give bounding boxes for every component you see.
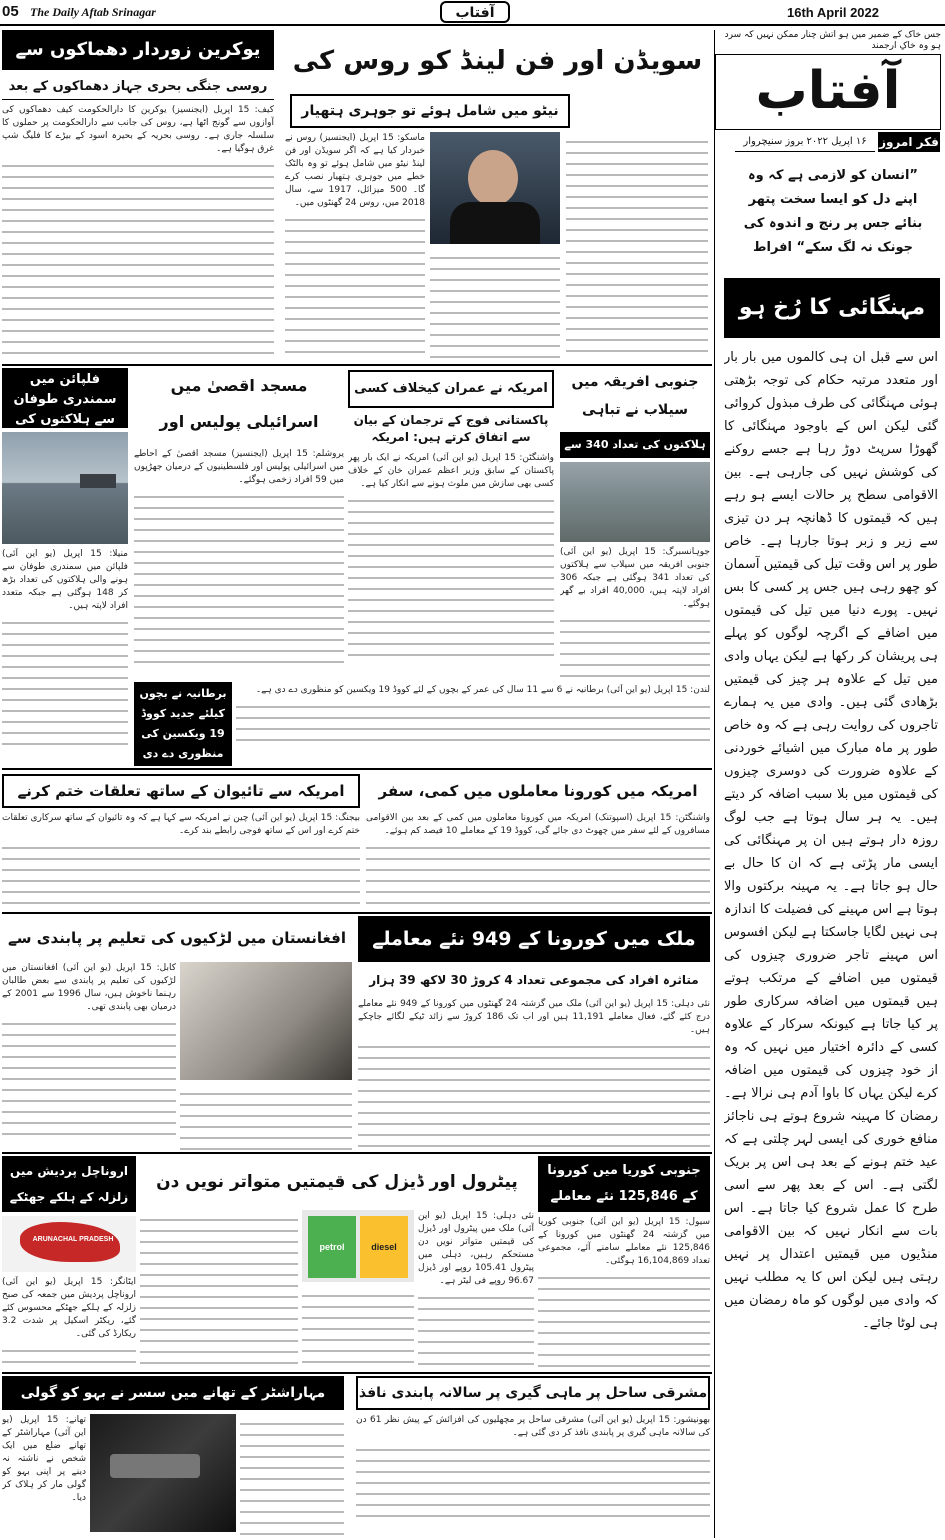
taiwan-body-text: بیجنگ: 15 اپریل (یو این آئی) چین نے امریکہ سے کہا ہے کہ وہ تائیوان کے ساتھ سرکاری تعلقات ختم کرے اور اس کے ساتھ فوجی رابطے بند کرے۔ [2, 813, 360, 836]
text-lines [348, 491, 554, 661]
indiacovid-body [358, 998, 710, 1150]
text-lines [356, 1440, 710, 1524]
philippines-headline: فلپائن میں سمندری طوفان سے ہلاکتوں کی [2, 368, 128, 428]
safrica-body [560, 546, 710, 680]
text-lines [430, 248, 560, 360]
indiacovid-subhead: متاثرہ افراد کی مجموعی تعداد 4 کروڑ 30 لاکھ 39 ہزار [369, 973, 699, 987]
arunachal-map [2, 1216, 136, 1272]
petrol-body-2 [140, 1210, 298, 1370]
center-logo: آفتاب [440, 1, 510, 23]
safrica-body-text: جوہانسبرگ: 15 اپریل (یو این آئی) جنوبی افریقہ میں سیلاب سے ہلاکتوں کی تعداد 341 ہوگئی ہے جبکہ 306 افراد لاپتہ ہیں، 40,000 افراد بے گھر ہوگئے۔ [560, 547, 710, 609]
eastcoast-headline: مشرقی ساحل پر ماہی گیری پر سالانہ پابندی نافذ [356, 1376, 710, 1410]
text-lines [2, 838, 360, 908]
masthead-bar [0, 0, 945, 26]
ukvac-headline: برطانیہ نے بچوں کیلئے جدید کووڈ 19 ویکسین کی منظوری دے دی [134, 682, 232, 766]
aqsa-headline: مسجد اقصیٰ میں اسرائیلی پولیس اور [159, 376, 319, 431]
section-rule [2, 912, 712, 914]
ship-shape [80, 474, 116, 488]
issue-date: 16th April 2022 [786, 5, 879, 20]
section-rule [2, 768, 712, 770]
diesel-pump: diesel [360, 1216, 408, 1278]
taiwan-headline: امریکہ سے تائیوان کے ساتھ تعلقات ختم کرنے [2, 774, 360, 808]
maharashtra-body-2 [240, 1414, 344, 1536]
fuel-pump-photo [302, 1210, 414, 1282]
imran-body-text: واشنگٹن: 15 اپریل (یو این آئی) امریکہ نے ایک بار پھر پاکستان کے سابق وزیر اعظم عمران خان کے خلاف کسی بھی سازش میں ملوث ہونے سے انکار کیا ہے۔ [348, 453, 554, 489]
aqsa-body [134, 448, 344, 678]
text-lines [538, 1268, 710, 1368]
text-lines [302, 1286, 414, 1370]
text-lines [560, 611, 710, 680]
text-lines [358, 1037, 710, 1147]
arunachal-body-text: ایٹانگر: 15 اپریل (یو این آئی) اروناچل پردیش میں جمعہ کی صبح زلزلہ کے ہلکے جھٹکے محسوس کئے گئے، ریکٹر اسکیل پر شدت 3.2 ریکارڈ کی گئی۔ [2, 1277, 136, 1339]
map-label: ARUNACHAL PRADESH [32, 1236, 114, 1243]
petrol-pump: petrol [308, 1216, 356, 1278]
page-number: 05 [2, 3, 19, 20]
taiwan-body [2, 812, 360, 910]
masthead-tagline: جس خاک کے ضمیر میں ہو آتش چنار ممکن نہیں کہ سرد ہو وہ خاکِ ارجمند [724, 30, 941, 51]
korea-body [538, 1216, 710, 1370]
arunachal-headline: اروناچل پردیش میں زلزلہ کے ہلکے جھٹکے [2, 1156, 136, 1212]
gun-photo [90, 1414, 236, 1532]
philippines-body [2, 548, 128, 764]
ukraine-body [2, 104, 274, 362]
korea-body-text: سیول: 15 اپریل (یو این آئی) جنوبی کوریا میں گزشتہ 24 گھنٹوں میں کورونا کے 125,846 نئے معاملے سامنے آئے، مجموعی تعداد 16,104,869 ہوگئی۔ [538, 1217, 710, 1266]
text-lines [236, 697, 710, 747]
column-divider [714, 30, 715, 1538]
flood-photo [560, 462, 710, 542]
editorial-headline: مہنگائی کا رُخ ہو [724, 278, 940, 338]
ukraine-headline: یوکرین زوردار دھماکوں سے [2, 30, 274, 70]
suit-shape [450, 202, 540, 244]
petrol-body [418, 1210, 534, 1370]
korea-headline: جنوبی کوریا میں کورونا کے 125,846 نئے معاملے [538, 1156, 710, 1212]
afghan-headline: افغانستان میں لڑکیوں کی تعلیم پر پابندی سے [8, 929, 346, 947]
text-lines [2, 613, 128, 753]
face-shape [468, 150, 518, 206]
ukvac-body-text: لندن: 15 اپریل (یو این آئی) برطانیہ نے 6 سے 11 سال کی عمر کے بچوں کے لئے کووڈ 19 ویکسین کو منظوری دے دی ہے۔ [255, 685, 710, 695]
editorial-body: اس سے قبل ان ہی کالموں میں بار بار اور متعدد مرتبہ حکام کی توجہ بڑھتی ہوئی مہنگائی کی طرف مبذول کروائی گئی لیکن اس کے باوجود مہنگائی کا گھوڑا سرپٹ دوڑ رہا ہے جسے روکنے کی کوشش نہیں کی جارہی ہے۔ بین الاقوامی سطح پر حالات ایسے ہو رہے ہیں کہ قیمتوں کا ڈھانچہ ہر دن تیزی سے زیر و زبر ہوتا جارہا ہے۔ خاص طور پر اس وقت تیل کی قیمتیں آسمان کو چھو رہی ہیں جس پر کسی کا بس نہیں۔ پورے دنیا میں تیل کی قیمتوں میں اضافے کے اگرچہ لوگوں کو پہلے ہی پریشان کر رکھا ہے لیکن یہاں وادی میں تیل کے علاوہ ہر چیز کی قیمتیں بڑھادی گئی ہیں۔ وادی میں یہ ہمارے تاجروں کی روایت رہی ہے کہ وہ خاص طور پر ماہ مبارک میں اشیائے خوردنی کے علاوہ ضرورت کی دوسری چیزوں کی قیمتوں میں بلا سبب اضافہ کر دیتے ہیں۔ یہ ہر سال ہوتا ہے جب لوگ روزہ دار ہوتے ہیں ان پر مہنگائی کی ایسی مار پڑتی ہے کہ ان کا حال بے حال ہو جاتا ہے۔ یہ مہینہ برکتوں والا ہوتا ہے اس مہینے کی فضیلت کا اندازہ ہی نہیں لگایا جاسکتا ہے لیکن افسوس اس مہینے تاجر ضروری چیزوں کی قیمتوں میں اضافے کے مرتکب ہوتے ہیں قیمتوں میں اضافہ سرکاری طور پر کیا جاتا ہے کیونکہ سرکار کے علاوہ کسی کے دائرہ اختیار میں نہیں کہ وہ از خود چیزوں کی قیمتوں میں اضافہ کرے لیکن یہاں کا باوا آدم ہی نرالا ہے۔ رمضان کا مہینہ شروع ہوتے ہی ناجائز منافع خوری کی ایسی لہر چلتی ہے کہ عید ختم ہونے کے بعد ہی اس پر بریک لگتی ہے۔ اس کے بعد پھر سے اسی طرح کا عمل شروع کیا جاتا ہے۔ اس بات سے انکار نہیں کہ بین الاقوامی منڈیوں میں قیمتیں اعتدال پر نہیں رہتی ہیں لیکن اس کا یہ مطلب نہیں کہ وادی میں لوگوں کو ماہ رمضان میں ہی لوٹا جائے۔ [724, 350, 938, 1331]
paper-name: The Daily Aftab Srinagar [30, 5, 156, 19]
uscovid-body-text: واشنگٹن: 15 اپریل (اسپوتنک) امریکہ میں کورونا معاملوں میں کمی کے بعد بین الاقوامی مسافروں کے لئے سفر میں چھوٹ دی جائے گی، کووڈ 19 کے معاملے 10 فیصد کم ہوئے۔ [366, 813, 710, 836]
uscovid-body [366, 812, 710, 910]
ukvac-body [236, 684, 710, 764]
sweden-headline: سویڈن اور فن لینڈ کو روس کی [292, 46, 703, 76]
editorial-label: فکر امروز [878, 132, 940, 152]
maharashtra-headline: مہاراشٹر کے تھانے میں سسر نے بہو کو گولی [2, 1376, 344, 1410]
peskov-photo [430, 132, 560, 244]
imran-headline: امریکہ نے عمران کیخلاف کسی [348, 370, 554, 408]
petrol-body-3 [302, 1286, 414, 1370]
afghan-body-2 [180, 1084, 352, 1150]
ukraine-subhead: روسی جنگی بحری جہاز دھماکوں کے بعد [2, 74, 274, 100]
editorial-date: ۱۶ اپریل ۲۰۲۲ بروز سنیچروار [735, 132, 875, 152]
petrol-body-text: نئی دہلی: 15 اپریل (یو این آئی) ملک میں پیٹرول اور ڈیزل کی قیمتیں متواتر نویں دن مستحکم رہیں، دہلی میں پیٹرول 105.41 روپے اور ڈیزل 96.67 روپے فی لیٹر ہے۔ [418, 1211, 534, 1286]
text-lines [566, 132, 708, 360]
sweden-body-right [566, 132, 708, 360]
sweden-body-left [285, 132, 425, 360]
text-lines [240, 1414, 344, 1536]
text-lines [418, 1288, 534, 1368]
text-lines [2, 156, 274, 362]
afghan-body-text: کابل: 15 اپریل (یو این آئی) افغانستان میں لڑکیوں کی تعلیم پر پابندی سے بعض طالبان رہنما ناخوش ہیں، سال 1996 سے 2001 کے درمیان بھی پابندی تھی۔ [2, 963, 176, 1012]
arunachal-body [2, 1276, 136, 1370]
sweden-subhead: نیٹو میں شامل ہوئے تو جوہری ہتھیار [290, 94, 570, 128]
imran-subhead: پاکستانی فوج کے ترجمان کے بیان سے اتفاق کرتے ہیں: امریکہ [353, 413, 549, 444]
masthead-logo: آفتاب [715, 54, 941, 130]
aqsa-body-text: یروشلم: 15 اپریل (ایجنسیز) مسجد اقصیٰ کے احاطے میں اسرائیلی پولیس اور فلسطینیوں کے درمیان جھڑپوں میں 59 افراد زخمی ہوگئے۔ [134, 449, 344, 485]
text-lines [2, 1341, 136, 1370]
petrol-headline: پیٹرول اور ڈیزل کی قیمتیں متواتر نویں دن [156, 1172, 518, 1192]
sweden-body-mid [430, 248, 560, 360]
text-lines [140, 1210, 298, 1370]
classroom-photo [180, 962, 352, 1080]
safrica-headline: جنوبی افریقہ میں سیلاب نے تباہی [571, 374, 699, 418]
imran-body [348, 452, 554, 680]
maharashtra-body [2, 1414, 86, 1536]
afghan-body [2, 962, 176, 1150]
text-lines [366, 838, 710, 908]
sweden-body-text: ماسکو: 15 اپریل (ایجنسیز) روس نے خبردار کیا ہے کہ اگر سویڈن اور فن لینڈ نیٹو میں شامل ہوئے تو وہ بالٹک خطے میں جوہری ہتھیار نصب کرے گا۔ 500 میزائل، 1917 سے، سال 2018 میں، روس 24 گھنٹوں میں۔ [285, 133, 425, 208]
section-rule [2, 1152, 712, 1154]
section-rule [2, 1372, 712, 1374]
text-lines [2, 1014, 176, 1144]
section-rule [2, 364, 712, 366]
indiacovid-body-text: نئی دہلی: 15 اپریل (یو این آئی) ملک میں گزشتہ 24 گھنٹوں میں کورونا کے 949 نئے معاملے درج کئے گئے، فعال معاملے 11,191 ہیں اور اب تک 186 کروڑ سے زائد ٹیکے لگائے جاچکے ہیں۔ [358, 999, 710, 1035]
editorial-quote: ”انسان کو لازمی ہے کہ وہ اپنے دل کو ایسا سخت پتھر بنائے جس پر رنج و اندوہ کی جونک نہ لگ سکے“ افراط [743, 168, 923, 255]
eastcoast-body [356, 1414, 710, 1536]
philippines-body-text: منیلا: 15 اپریل (یو این آئی) فلپائن میں سمندری طوفان سے ہونے والی ہلاکتوں کی تعداد بڑھ کر 148 ہوگئی ہے جبکہ متعدد افراد لاپتہ ہیں۔ [2, 549, 128, 611]
indiacovid-headline: ملک میں کورونا کے 949 نئے معاملے [358, 916, 710, 962]
ukraine-body-text: کیف: 15 اپریل (ایجنسیز) یوکرین کا دارالحکومت کیف دھماکوں کی آوازوں سے گونج اٹھا ہے، روس کی جانب سے دارالحکومت پر حملوں کا سلسلہ جاری ہے۔ روسی بحریہ کے بحیرہ اسود کے بیڑے کا فلیگ شپ غرق ہوگیا ہے۔ [2, 105, 274, 154]
storm-photo [2, 432, 128, 544]
text-lines [285, 210, 425, 360]
text-lines [180, 1084, 352, 1150]
text-lines [134, 487, 344, 667]
safrica-subhead: ہلاکتوں کی تعداد 340 سے [560, 432, 710, 458]
gun-barrel-shape [110, 1454, 200, 1478]
uscovid-headline: امریکہ میں کورونا معاملوں میں کمی، سفر [378, 782, 698, 800]
eastcoast-body-text: بھونیشور: 15 اپریل (یو این آئی) مشرقی ساحل پر مچھلیوں کی افزائش کے پیش نظر 61 دن کی سالانہ ماہی گیری پر پابندی نافذ کر دی گئی ہے۔ [356, 1415, 710, 1438]
maharashtra-body-text: تھانے: 15 اپریل (یو این آئی) مہاراشٹر کے تھانے ضلع میں ایک شخص نے ناشتہ نہ دینے پر اپنی بہو کو گولی مار کر ہلاک کر دیا۔ [2, 1415, 86, 1503]
